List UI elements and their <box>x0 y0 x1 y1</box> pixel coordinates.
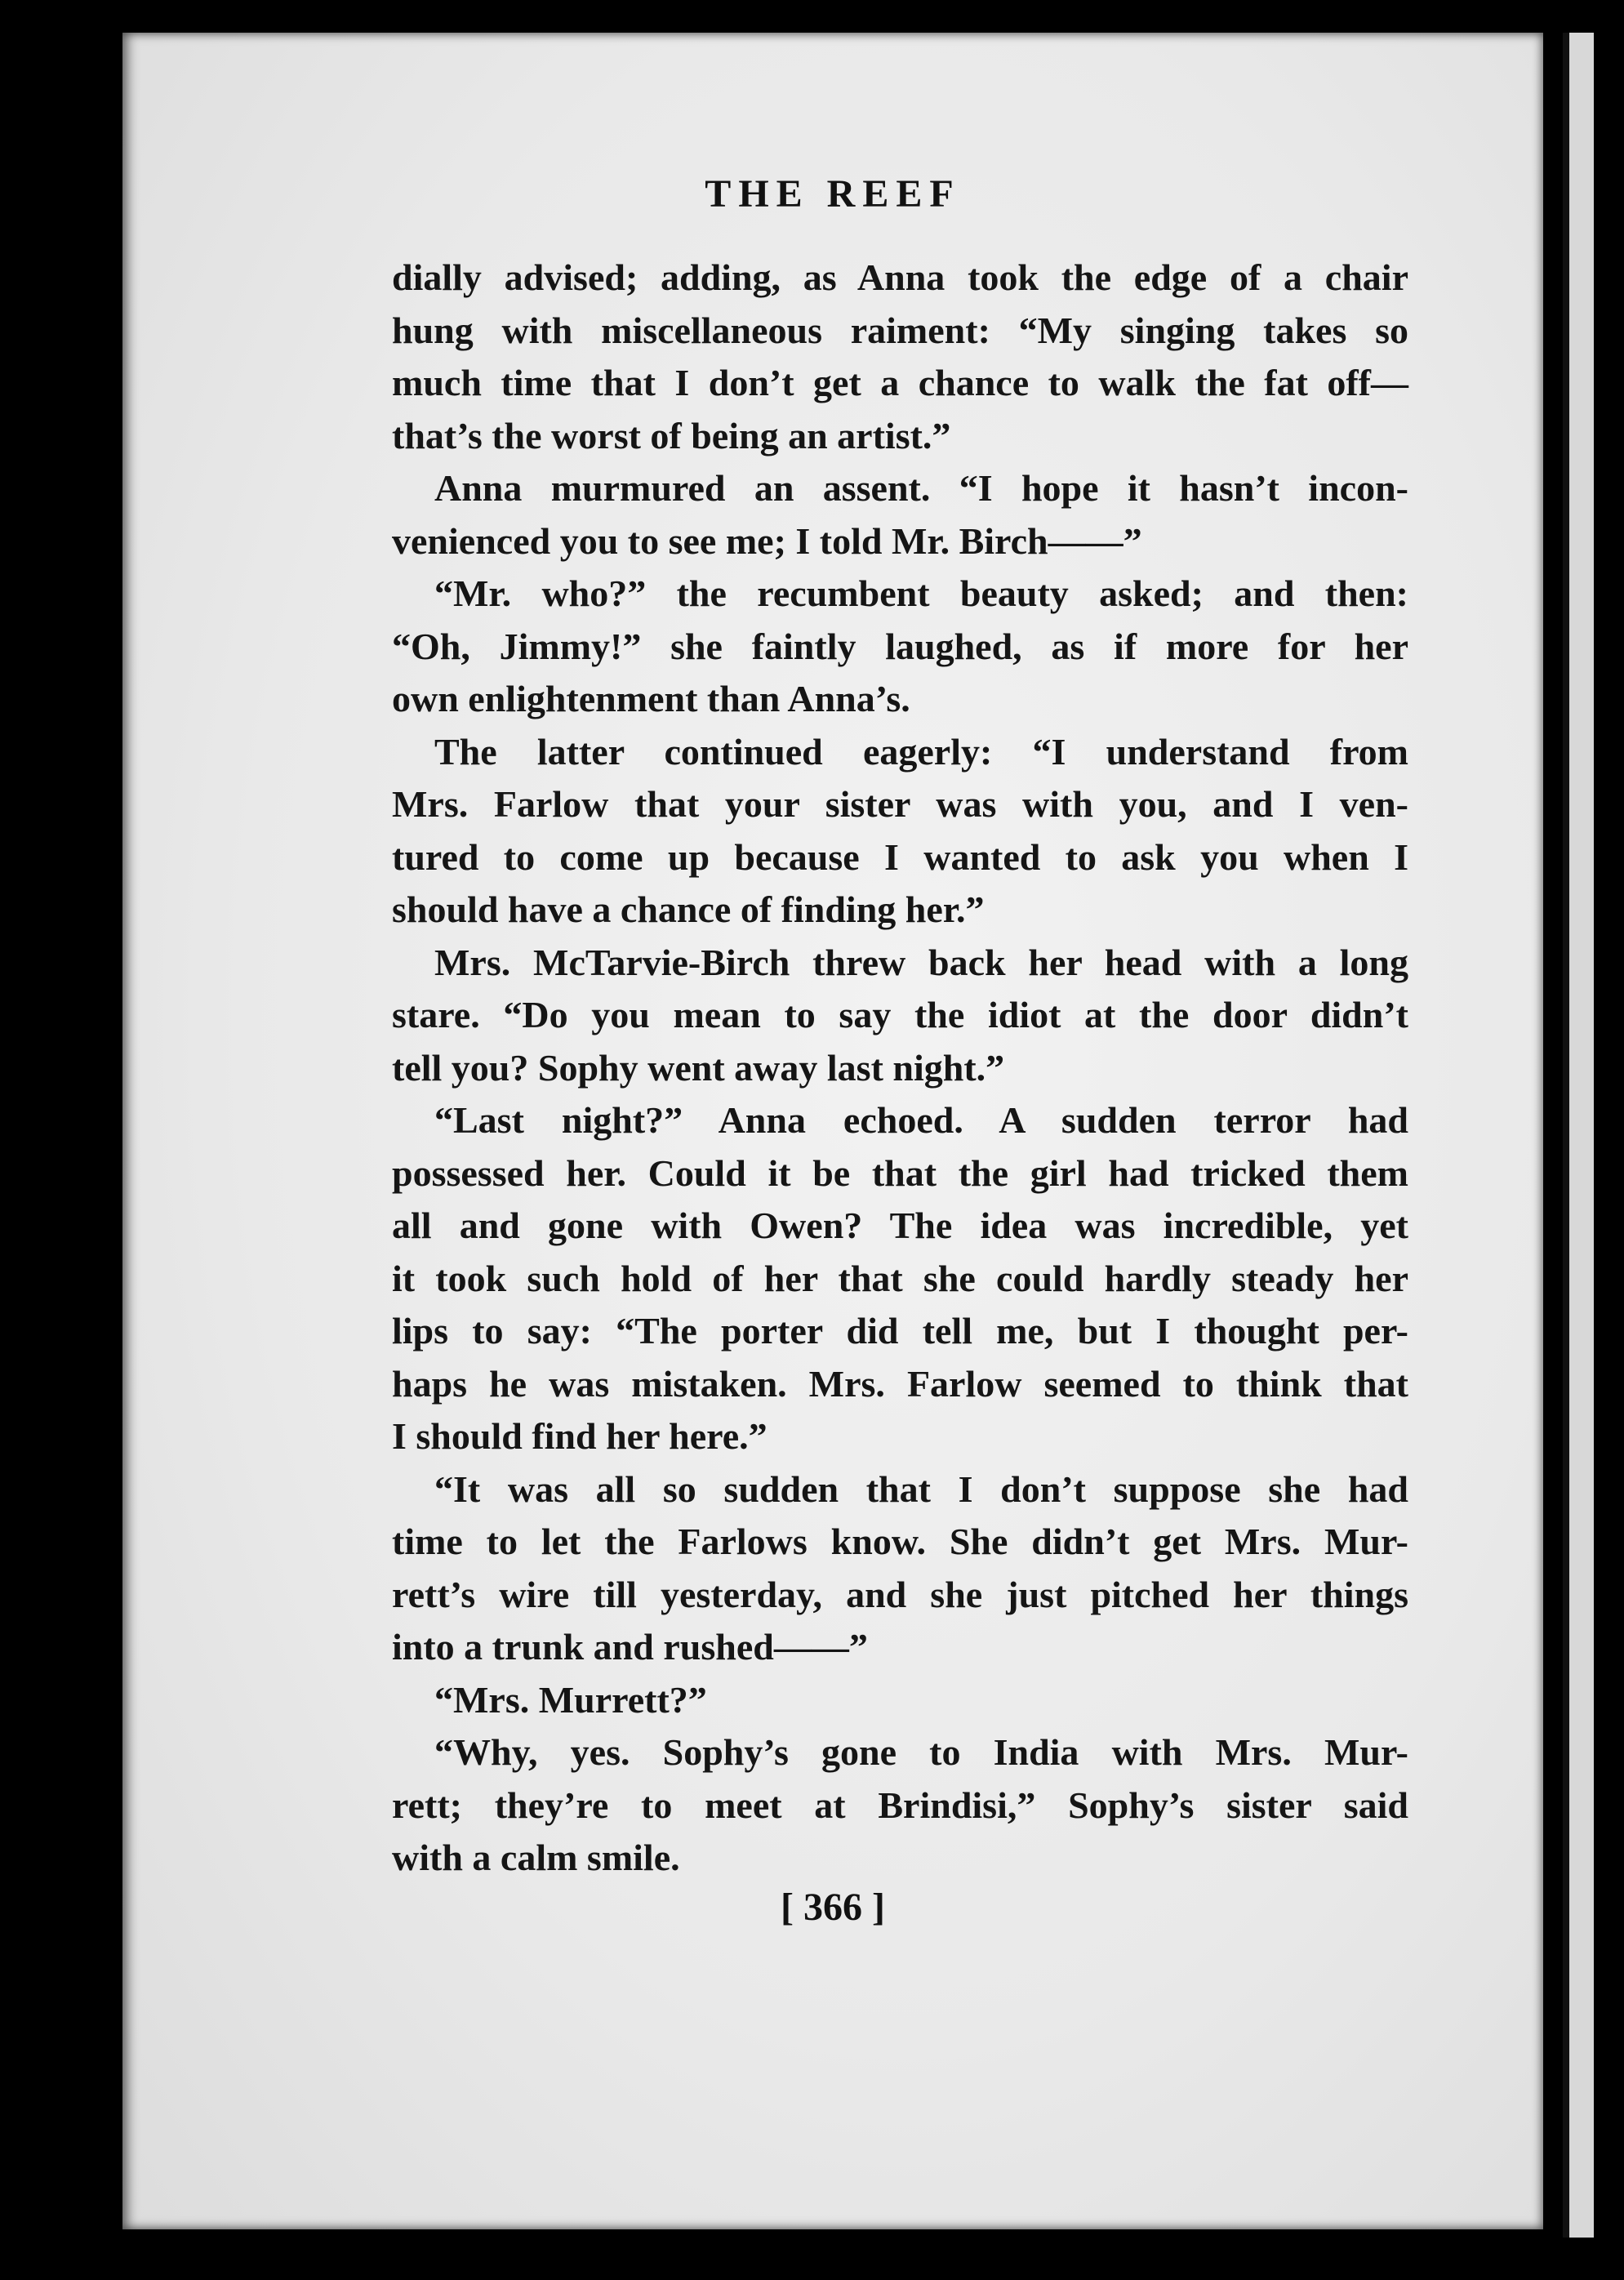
text-line: venienced you to see me; I told Mr. Birch——” <box>392 519 1142 562</box>
text-line: possessed her. Could it be that the girl had tricked them <box>392 1151 1408 1194</box>
text-line: that’s the worst of being an artist.” <box>392 414 951 456</box>
text-line: time to let the Farlows know. She didn’t get Mrs. Mur- <box>392 1521 1408 1562</box>
text-line: it took such hold of her that she could hardly steady her <box>392 1257 1408 1299</box>
text-line: rett; they’re to meet at Brindisi,” Sophy’s sister said <box>392 1783 1408 1826</box>
text-line: tured to come up because I wanted to ask you when I <box>392 835 1408 878</box>
text-line: The latter continued eagerly: “I understand from <box>434 730 1408 773</box>
text-line: stare. “Do you mean to say the idiot at the door didn’t <box>392 994 1408 1035</box>
text-line: own enlightenment than Anna’s. <box>392 678 910 719</box>
text-line: Mrs. McTarvie-Birch threw back her head with a long <box>434 941 1408 983</box>
text-line: should have a chance of finding her.” <box>392 888 985 930</box>
text-line: Mrs. Farlow that your sister was with you, and I ven- <box>392 783 1408 825</box>
text-line: “Mrs. Murrett?” <box>434 1678 707 1721</box>
text-line: with a calm smile. <box>392 1837 680 1878</box>
text-line: into a trunk and rushed——” <box>392 1626 868 1668</box>
text-line: “Why, yes. Sophy’s gone to India with Mrs. Mur- <box>434 1731 1408 1773</box>
text-line: tell you? Sophy went away last night.” <box>392 1046 1005 1089</box>
text-line: rett’s wire till yesterday, and she just pitched her things <box>392 1573 1408 1615</box>
text-line: I should find her here.” <box>392 1415 768 1457</box>
body-text <box>392 252 1408 1885</box>
text-line: all and gone with Owen? The idea was incredible, yet <box>392 1205 1408 1246</box>
running-head: THE REEF <box>705 172 961 216</box>
text-line: much time that I don’t get a chance to walk the fat off— <box>392 362 1408 403</box>
text-line: hung with miscellaneous raiment: “My singing takes so <box>392 309 1408 351</box>
text-line: dially advised; adding, as Anna took the edge of a chair <box>392 256 1408 298</box>
text-line: “Last night?” Anna echoed. A sudden terror had <box>434 1099 1408 1141</box>
text-line: Anna murmured an assent. “I hope it hasn’t incon- <box>434 467 1408 509</box>
text-line: “Mr. who?” the recumbent beauty asked; and then: <box>434 572 1408 614</box>
text-line: lips to say: “The porter did tell me, but I thought per- <box>392 1310 1408 1352</box>
page-number: [ 366 ] <box>781 1886 885 1929</box>
text-line: “Oh, Jimmy!” she faintly laughed, as if more for her <box>392 625 1408 667</box>
text-line: haps he was mistaken. Mrs. Farlow seemed to think that <box>392 1362 1408 1405</box>
facing-page-edge <box>1563 33 1594 2238</box>
text-line: “It was all so sudden that I don’t suppose she had <box>434 1467 1408 1510</box>
